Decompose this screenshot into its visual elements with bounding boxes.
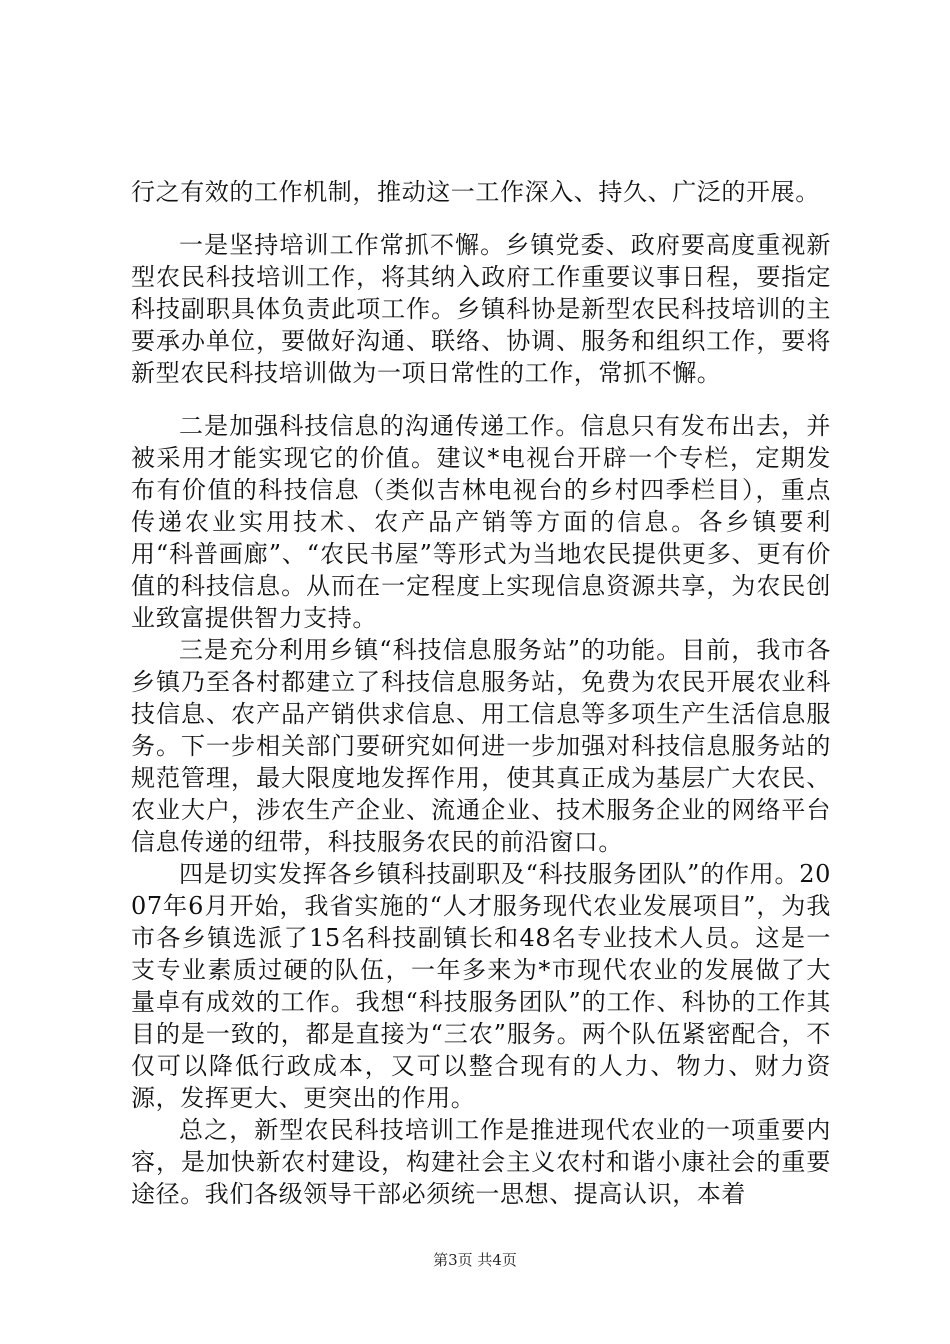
paragraph-point-four: 四是切实发挥各乡镇科技副职及“科技服务团队”的作用。2007年6月开始，我省实施的“人才服务现代农业发展项目”，为我市各乡镇选派了15名科技副镇长和48名专业技术人员。这是一支专业素质过硬的队伍，一年多来为*市现代农业的发展做了大量卓有成效的工作。我想“科技服务团队”的工作、科协的工作其目的是一致的，都是直接为“三农”服务。两个队伍紧密配合，不仅可以降低行政成本，又可以整合现有的人力、物力、财力资源，发挥更大、更突出的作用。 bbox=[131, 860, 831, 1112]
paragraph-point-one: 一是坚持培训工作常抓不懈。乡镇党委、政府要高度重视新型农民科技培训工作，将其纳入政府工作重要议事日程，要指定科技副职具体负责此项工作。乡镇科协是新型农民科技培训的主要承办单位，要做好沟通、联络、协调、服务和组织工作，要将新型农民科技培训做为一项日常性的工作，常抓不懈。 bbox=[131, 231, 831, 387]
paragraph-point-two: 二是加强科技信息的沟通传递工作。信息只有发布出去，并被采用才能实现它的价值。建议*电视台开辟一个专栏，定期发布有价值的科技信息（类似吉林电视台的乡村四季栏目），重点传递农业实用技术、农产品产销等方面的信息。各乡镇要利用“科普画廊”、“农民书屋”等形式为当地农民提供更多、更有价值的科技信息。从而在一定程度上实现信息资源共享，为农民创业致富提供智力支持。 bbox=[131, 412, 831, 632]
document-body bbox=[131, 176, 831, 1210]
paragraph-conclusion: 总之，新型农民科技培训工作是推进现代农业的一项重要内容，是加快新农村建设，构建社会主义农村和谐小康社会的重要途径。我们各级领导干部必须统一思想、提高认识，本着 bbox=[131, 1116, 831, 1208]
page-number-footer: 第3页 共4页 bbox=[433, 1251, 517, 1269]
paragraph-point-three: 三是充分利用乡镇“科技信息服务站”的功能。目前，我市各乡镇乃至各村都建立了科技信息服务站，免费为农民开展农业科技信息、农产品产销供求信息、用工信息等多项生产生活信息服务。下一步相关部门要研究如何进一步加强对科技信息服务站的规范管理，最大限度地发挥作用，使其真正成为基层广大农民、农业大户，涉农生产企业、流通企业、技术服务企业的网络平台信息传递的纽带，科技服务农民的前沿窗口。 bbox=[131, 636, 831, 856]
paragraph-continuation: 行之有效的工作机制，推动这一工作深入、持久、广泛的开展。 bbox=[131, 178, 820, 206]
